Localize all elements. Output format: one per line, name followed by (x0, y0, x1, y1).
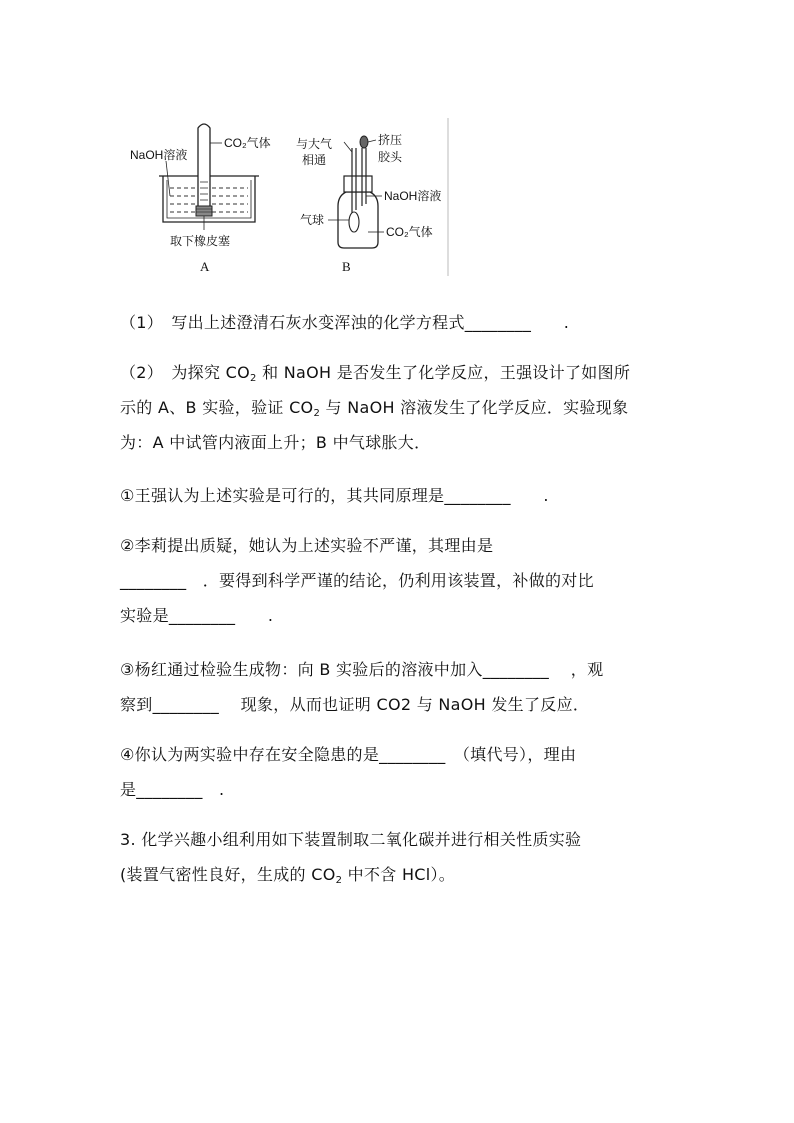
sub-question-2-line-3: 实验是________ . (120, 606, 274, 625)
q2-l2-sub: 2 (313, 408, 321, 419)
label-squeeze-2: 胶头 (378, 150, 403, 164)
label-air-1: 与大气 (296, 137, 333, 151)
apparatus-a (130, 124, 271, 274)
sub-question-2 (120, 528, 680, 633)
q3-l2-b: 中不含 HCl）。 (342, 865, 456, 884)
sub-question-3-line-2: 察到________ 现象，从而也证明 CO2 与 NaOH 发生了反应． (120, 695, 590, 714)
label-stopper: 取下橡皮塞 (170, 234, 231, 248)
apparatus-b (296, 132, 441, 274)
sub-question-3 (120, 652, 680, 722)
label-naoh-b: NaOH溶液 (384, 189, 442, 203)
question-2-line-1 (120, 355, 680, 390)
leader-air (344, 142, 352, 152)
q3-l2-a: (装置气密性良好，生成的 CO (120, 865, 336, 884)
q2-l1-sub: 2 (250, 373, 257, 384)
q3-l2-sub: 2 (335, 875, 343, 886)
question-3-line-1: 3. 化学兴趣小组利用如下装置制取二氧化碳并进行相关性质实验 (120, 830, 582, 849)
sub-question-2-line-2: ________ ．要得到科学严谨的结论，仍利用该装置，补做的对比 (120, 571, 594, 590)
experiment-figure (118, 118, 458, 278)
question-1 (120, 305, 680, 340)
sub-question-4-line-2: 是________ . (120, 780, 225, 799)
rubber-stopper (196, 206, 212, 216)
question-2-line-2 (120, 390, 680, 425)
sub-question-1-text: ①王强认为上述实验是可行的，其共同原理是________ . (120, 486, 549, 505)
label-balloon: 气球 (300, 213, 325, 227)
sub-question-4-line-1: ④你认为两实验中存在安全隐患的是________ （填代号），理由 (120, 745, 577, 764)
label-co2-a: CO₂气体 (224, 136, 271, 150)
q2-l1-a: （2） 为探究 CO (120, 363, 251, 382)
bottle-stopper (344, 176, 372, 192)
sub-question-2-line-1: ②李莉提出质疑，她认为上述实验不严谨，其理由是 (120, 536, 494, 555)
label-squeeze-1: 挤压 (378, 133, 403, 147)
question-3 (120, 822, 680, 892)
question-2-line-3: 为：A 中试管内液面上升；B 中气球胀大． (120, 433, 431, 452)
q2-l2-a: 示的 A、B 实验，验证 CO (120, 398, 314, 417)
question-1-text: （1） 写出上述澄清石灰水变浑浊的化学方程式________ . (120, 313, 570, 332)
sub-question-4 (120, 737, 680, 807)
balloon (349, 212, 359, 232)
sub-question-3-line-1: ③杨红通过检验生成物：向 B 实验后的溶液中加入________ ，观 (120, 660, 604, 679)
label-co2-b: CO₂气体 (386, 225, 433, 239)
dropper-bulb (360, 136, 368, 148)
question-3-line-2 (120, 857, 680, 892)
caption-b: B (342, 259, 351, 274)
sub-question-1 (120, 478, 680, 513)
q2-l1-b: 和 NaOH 是否发生了化学反应，王强设计了如图所 (256, 363, 631, 382)
caption-a: A (200, 259, 210, 274)
label-air-2: 相通 (302, 153, 327, 167)
leader-squeeze (368, 140, 376, 142)
label-naoh-a: NaOH溶液 (130, 148, 188, 162)
question-2 (120, 355, 680, 460)
q2-l2-b: 与 NaOH 溶液发生了化学反应．实验现象 (320, 398, 629, 417)
